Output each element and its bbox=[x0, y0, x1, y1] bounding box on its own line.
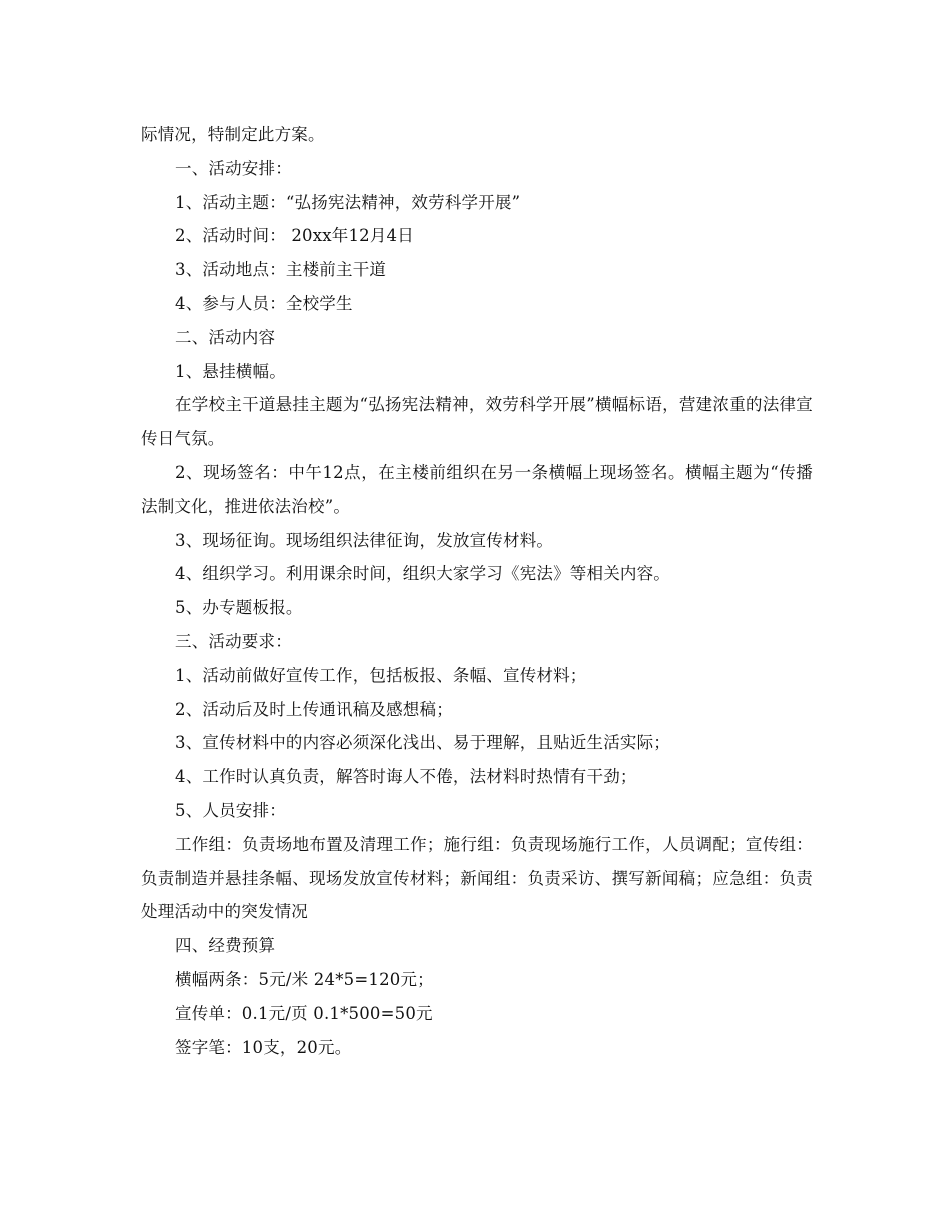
paragraph: 2、活动后及时上传通讯稿及感想稿； bbox=[175, 699, 453, 719]
paragraph: 4、参与人员：全校学生 bbox=[175, 293, 353, 313]
paragraph: 4、组织学习。利用课余时间，组织大家学习《宪法》等相关内容。 bbox=[175, 564, 670, 584]
paragraph: 2、现场签名：中午12点，在主楼前组织在另一条横幅上现场签名。横幅主题为“传播法制文化，推进依法治校”。 bbox=[141, 462, 813, 516]
paragraph: 际情况，特制定此方案。 bbox=[141, 125, 325, 144]
paragraph: 5、办专题板报。 bbox=[175, 598, 303, 618]
paragraph: 三、活动要求： bbox=[175, 631, 292, 651]
paragraph: 在学校主干道悬挂主题为“弘扬宪法精神，效劳科学开展”横幅标语，营建浓重的法律宣传日气氛。 bbox=[141, 395, 813, 449]
paragraph: 3、活动地点：主楼前主干道 bbox=[175, 260, 387, 280]
paragraph: 工作组：负责场地布置及清理工作；施行组：负责现场施行工作，人员调配；宣传组：负责制造并悬挂条幅、现场发放宣传材料；新闻组：负责采访、撰写新闻稿；应急组：负责处理活动中的突发情况 bbox=[141, 834, 813, 922]
paragraph: 4、工作时认真负责，解答时诲人不倦，法材料时热情有干劲； bbox=[175, 767, 637, 787]
paragraph: 签字笔：10支，20元。 bbox=[175, 1037, 352, 1057]
paragraph: 宣传单：0.1元/页 0.1*500=50元 bbox=[175, 1003, 433, 1023]
paragraph: 5、人员安排： bbox=[175, 800, 286, 820]
paragraph: 一、活动安排： bbox=[175, 158, 292, 178]
paragraph: 3、现场征询。现场组织法律征询，发放宣传材料。 bbox=[175, 530, 554, 550]
paragraph: 横幅两条：5元/米 24*5=120元； bbox=[175, 969, 434, 989]
paragraph: 3、宣传材料中的内容必须深化浅出、易于理解，且贴近生活实际； bbox=[175, 733, 670, 753]
paragraph: 1、悬挂横幅。 bbox=[175, 361, 286, 381]
document-body bbox=[141, 118, 813, 1064]
paragraph: 1、活动前做好宣传工作，包括板报、条幅、宣传材料； bbox=[175, 665, 587, 685]
paragraph: 2、活动时间： 20xx年12月4日 bbox=[175, 226, 414, 246]
paragraph: 二、活动内容 bbox=[175, 327, 276, 347]
paragraph: 四、经费预算 bbox=[175, 936, 276, 956]
paragraph: 1、活动主题：“弘扬宪法精神，效劳科学开展” bbox=[175, 192, 521, 212]
